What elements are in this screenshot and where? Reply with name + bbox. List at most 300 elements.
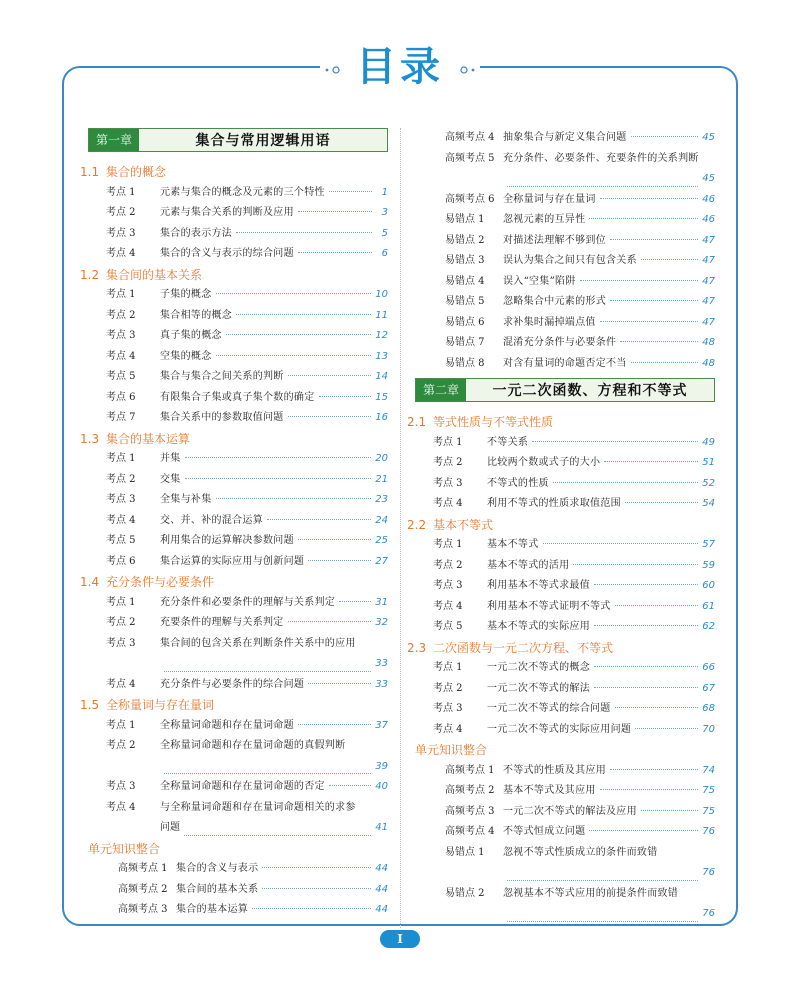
entry-page: 14 [375,371,388,382]
dot-leader [543,543,699,544]
dot-leader [236,314,371,315]
section-number: 1.2 [80,267,100,282]
entry-label: 易错点 7 [445,337,485,348]
entry-page: 20 [375,453,388,464]
entry-label: 考点 1 [106,596,136,608]
entry-title: 忽视不等式性质成立的条件而致错 [503,846,658,858]
toc-entry[interactable] [415,761,715,782]
section-heading[interactable] [80,695,388,716]
toc-entry[interactable] [88,716,388,737]
toc-left-column [80,128,388,921]
section-heading[interactable] [80,429,388,450]
toc-entry[interactable] [415,231,715,252]
toc-entry[interactable] [88,449,388,470]
dot-leader [507,860,698,881]
section-heading[interactable] [80,162,388,183]
entry-label: 高频考点 5 [445,152,495,164]
entry-label: 考点 1 [433,539,463,550]
entry-page: 66 [702,662,715,673]
dot-leader [298,252,372,253]
entry-label: 考点 3 [433,703,463,714]
toc-entry[interactable] [88,244,388,265]
entry-title: 求补集时漏掉端点值 [503,316,596,328]
toc-entry-continuation[interactable] [415,904,715,925]
dot-leader [553,482,698,483]
entry-title: 忽略集合中元素的形式 [503,296,606,307]
toc-entry[interactable] [415,494,715,515]
chapter-title: 一元二次函数、方程和不等式 [492,383,688,399]
section-heading[interactable] [407,412,715,433]
entry-page: 45 [702,173,715,184]
dot-leader [298,724,371,725]
toc-entry[interactable] [88,326,388,347]
entry-label: 考点 2 [106,740,136,751]
toc-entry[interactable] [415,617,715,638]
dot-leader [615,707,699,708]
entry-page: 27 [375,555,388,567]
entry-title: 利用不等式的性质求取值范围 [487,498,621,509]
section-title: 充分条件与必要条件 [106,575,215,589]
dot-leader [615,605,699,606]
entry-label: 考点 4 [433,723,463,735]
section-title: 等式性质与不等式性质 [433,415,554,429]
entry-page: 33 [375,658,388,669]
entry-label: 考点 5 [106,535,136,546]
toc-entry[interactable] [415,251,715,272]
toc-entry[interactable] [88,367,388,388]
right-title-ornament-icon [458,66,478,74]
entry-label: 考点 1 [433,436,463,448]
toc-entry[interactable] [88,777,388,798]
toc-entry[interactable] [88,306,388,327]
dot-leader [329,785,371,786]
dot-leader [216,498,372,499]
dot-leader [600,198,699,199]
dot-leader [610,239,698,240]
entry-page: 31 [375,596,388,608]
entry-label: 考点 4 [106,248,136,259]
dot-leader [288,416,372,417]
entry-page: 75 [702,785,715,796]
dot-leader [580,280,699,281]
dot-leader [589,830,698,831]
entry-title: 利用基本不等式证明不等式 [487,600,611,612]
entry-label: 考点 3 [106,330,136,341]
dot-leader [631,136,699,137]
entry-label: 考点 4 [106,350,136,362]
entry-title: 与全称量词命题和存在量词命题相关的求参 [160,801,356,813]
entry-label: 考点 1 [106,289,136,300]
entry-title: 全集与补集 [160,494,212,505]
entry-label: 考点 4 [433,600,463,612]
dot-leader [288,375,372,376]
entry-title: 误认为集合之间只有包含关系 [503,255,637,266]
entry-title: 不等式恒成立问题 [503,826,586,837]
entry-label: 易错点 6 [445,316,485,328]
dot-leader [308,560,371,561]
section-number: 2.1 [407,415,427,429]
section-heading[interactable] [80,265,388,286]
section-heading[interactable] [80,572,388,593]
entry-title: 混淆充分条件与必要条件 [503,337,617,348]
entry-title: 交集 [160,473,181,485]
entry-page: 48 [702,337,715,348]
entry-page: 47 [702,255,715,266]
section-title: 集合间的基本关系 [106,267,203,282]
toc-entry-continuation[interactable] [415,169,715,190]
entry-label: 考点 2 [433,682,463,694]
toc-entry[interactable] [415,272,715,293]
entry-label: 高频考点 4 [445,826,495,837]
entry-title: 对含有量词的命题否定不当 [503,357,627,369]
entry-label: 考点 4 [433,498,463,509]
entry-title-continued: 问题 [160,822,180,833]
entry-label: 考点 3 [106,637,136,649]
entry-page: 40 [375,781,388,792]
entry-title: 对描述法理解不够到位 [503,234,606,246]
entry-title: 基本不等式 [487,539,539,550]
toc-entry-continuation[interactable] [88,757,388,778]
dot-leader [631,362,699,363]
entry-label: 考点 2 [106,207,136,218]
entry-page: 45 [702,132,715,143]
entry-label: 高频考点 3 [118,904,168,915]
page-number-badge [380,930,420,948]
dot-leader [507,901,698,922]
entry-page: 52 [702,477,715,489]
entry-title: 有限集合子集或真子集个数的确定 [160,391,315,403]
entry-label: 高频考点 2 [445,785,495,796]
entry-title: 集合与集合之间关系的判断 [160,371,284,382]
entry-title: 一元二次不等式的实际应用问题 [487,723,632,735]
entry-title: 基本不等式及其应用 [503,785,596,796]
entry-page: 48 [702,357,715,369]
entry-page: 33 [375,678,388,690]
entry-page: 37 [375,719,388,731]
entry-title: 误入“空集”陷阱 [503,275,576,287]
toc-entry[interactable] [415,354,715,375]
dot-leader [594,666,698,667]
toc-entry[interactable] [88,552,388,573]
entry-label: 考点 2 [106,473,136,485]
section-title: 单元知识整合 [415,743,488,757]
entry-label: 易错点 2 [445,234,485,246]
dot-leader [329,191,372,192]
entry-page: 70 [702,723,715,735]
entry-title: 空集的概念 [160,350,212,362]
entry-page: 54 [702,498,715,509]
toc-entry[interactable] [415,658,715,679]
entry-title: 充分条件、必要条件、充要条件的关系判断 [503,152,699,164]
entry-title: 一元二次不等式的概念 [487,662,590,673]
left-title-ornament-icon [322,66,342,74]
toc-entry[interactable] [415,699,715,720]
dot-leader [641,810,698,811]
entry-title: 全称量词与存在量词 [503,193,596,205]
entry-page: 47 [702,296,715,307]
toc-entry[interactable] [88,900,388,921]
dot-leader [164,651,371,672]
entry-page: 74 [702,764,715,776]
entry-page: 13 [375,350,388,362]
toc-entry[interactable] [88,347,388,368]
entry-label: 考点 3 [433,580,463,591]
dot-leader [267,519,371,520]
toc-entry[interactable] [88,408,388,429]
dot-leader [604,461,698,462]
entry-label: 考点 4 [106,514,136,526]
dot-leader [507,166,698,187]
dot-leader [262,867,371,868]
entry-page: 49 [702,436,715,448]
entry-title: 忽视基本不等式应用的前提条件而致错 [503,887,679,899]
entry-label: 易错点 4 [445,275,485,287]
dot-leader [216,355,372,356]
entry-label: 易错点 8 [445,357,485,369]
entry-page: 3 [381,207,388,218]
toc-entry[interactable] [415,474,715,495]
toc-entry[interactable] [415,313,715,334]
entry-page: 44 [375,904,388,915]
dot-leader [641,259,698,260]
toc-entry[interactable] [415,453,715,474]
entry-label: 易错点 5 [445,296,485,307]
toc-entry[interactable] [88,490,388,511]
toc-entry[interactable] [415,720,715,741]
entry-label: 考点 2 [106,309,136,321]
entry-title: 集合相等的概念 [160,309,233,321]
toc-entry[interactable] [415,190,715,211]
entry-label: 考点 4 [106,801,136,813]
entry-page: 41 [375,822,388,833]
entry-page: 75 [702,805,715,817]
entry-page: 47 [702,275,715,287]
column-divider [400,128,401,928]
toc-entry[interactable] [415,576,715,597]
entry-title: 不等式的性质及其应用 [503,764,606,776]
toc-entry[interactable] [88,613,388,634]
entry-title: 元素与集合的概念及元素的三个特性 [160,186,325,198]
dot-leader [635,728,698,729]
entry-label: 高频考点 3 [445,805,495,817]
toc-entry[interactable] [415,128,715,149]
entry-page: 46 [702,193,715,205]
toc-entry-continuation[interactable] [415,863,715,884]
toc-entry[interactable] [415,292,715,313]
title-area [320,42,480,92]
entry-label: 考点 1 [106,453,136,464]
toc-entry[interactable] [88,203,388,224]
dot-leader [184,815,371,836]
toc-entry[interactable] [88,388,388,409]
page-title: 目录 [356,44,444,90]
toc-entry[interactable] [415,210,715,231]
entry-title: 忽视元素的互异性 [503,214,586,225]
entry-page: 68 [702,703,715,714]
dot-leader [594,625,698,626]
toc-entry[interactable] [88,531,388,552]
toc-entry[interactable] [415,781,715,802]
entry-title: 子集的概念 [160,289,212,300]
entry-page: 1 [381,186,388,198]
toc-entry[interactable] [415,597,715,618]
entry-page: 23 [375,494,388,505]
entry-title: 集合运算的实际应用与创新问题 [160,555,305,567]
toc-entry[interactable] [415,535,715,556]
entry-label: 高频考点 2 [118,883,168,895]
toc-entry-continuation[interactable] [88,818,388,839]
section-title: 集合的基本运算 [106,431,191,446]
entry-page: 5 [381,227,388,239]
entry-page: 15 [375,391,388,403]
entry-label: 考点 1 [433,662,463,673]
toc-entry[interactable] [415,679,715,700]
chapter-tag: 第一章 [89,129,139,151]
dot-leader [262,888,371,889]
entry-title: 集合关系中的参数取值问题 [160,412,284,423]
section-title: 集合的概念 [106,165,167,179]
toc-entry[interactable] [415,822,715,843]
toc-entry[interactable] [88,593,388,614]
entry-label: 考点 3 [106,781,136,792]
entry-label: 高频考点 4 [445,132,495,143]
entry-title: 集合间的基本关系 [176,883,259,895]
entry-page: 46 [702,214,715,225]
entry-page: 59 [702,559,715,571]
entry-title: 全称量词命题和存在量词命题的真假判断 [160,740,346,751]
entry-title: 全称量词命题和存在量词命题 [160,719,294,731]
toc-entry[interactable] [88,224,388,245]
entry-page: 76 [702,908,715,919]
section-title: 二次函数与一元二次方程、不等式 [433,640,614,655]
entry-label: 考点 1 [106,186,136,198]
entry-title: 真子集的概念 [160,330,222,341]
toc-entry[interactable] [88,880,388,901]
section-heading[interactable] [415,740,715,761]
entry-page: 47 [702,234,715,246]
entry-page: 10 [375,289,388,300]
entry-title: 元素与集合关系的判断及应用 [160,207,294,218]
entry-page: 11 [375,309,388,321]
entry-page: 67 [702,682,715,694]
section-title: 基本不等式 [433,517,494,532]
entry-title: 充分条件和必要条件的理解与关系判定 [160,596,336,608]
toc-entry[interactable] [415,433,715,454]
entry-label: 考点 4 [106,678,136,690]
toc-entry[interactable] [88,470,388,491]
dot-leader [589,218,698,219]
entry-page: 39 [375,760,388,772]
chapter-heading[interactable] [88,128,388,152]
dot-leader [298,211,372,212]
entry-page: 6 [381,248,388,259]
entry-page: 62 [702,621,715,632]
toc-entry[interactable] [88,511,388,532]
entry-page: 57 [702,539,715,550]
toc-entry[interactable] [88,285,388,306]
toc-entry[interactable] [88,859,388,880]
entry-title: 全称量词命题和存在量词命题的否定 [160,781,325,792]
toc-entry[interactable] [88,183,388,204]
dot-leader [594,584,698,585]
toc-right-column [407,128,715,925]
section-number: 2.3 [407,640,427,655]
entry-page: 51 [702,457,715,468]
section-number: 1.1 [80,165,100,179]
entry-title: 充要条件的理解与关系判定 [160,617,284,628]
toc-entry[interactable] [88,675,388,696]
entry-title: 利用基本不等式求最值 [487,580,590,591]
chapter-title: 集合与常用逻辑用语 [195,133,331,149]
dot-leader [164,754,371,775]
dot-leader [226,334,371,335]
entry-title: 不等式的性质 [487,477,549,489]
entry-label: 考点 5 [106,371,136,382]
toc-entry-continuation[interactable] [88,654,388,675]
entry-page: 76 [702,867,715,878]
section-heading[interactable] [88,839,388,860]
entry-page: 21 [375,473,388,485]
entry-page: 24 [375,514,388,526]
section-title: 单元知识整合 [88,841,161,856]
entry-title: 集合的表示方法 [160,227,233,239]
dot-leader [308,683,371,684]
entry-page: 25 [375,535,388,546]
entry-page: 61 [702,600,715,612]
entry-page: 12 [375,330,388,341]
chapter-tag: 第二章 [416,379,466,401]
toc-entry[interactable] [415,333,715,354]
dot-leader [610,300,698,301]
dot-leader [610,769,698,770]
entry-label: 高频考点 1 [118,863,168,874]
dot-leader [339,601,371,602]
toc-entry[interactable] [415,802,715,823]
entry-title: 基本不等式的实际应用 [487,621,590,632]
section-number: 1.5 [80,698,100,712]
entry-title: 集合的基本运算 [176,904,249,915]
entry-label: 高频考点 6 [445,193,495,205]
entry-page: 32 [375,617,388,628]
entry-title: 集合的含义与表示 [176,863,259,874]
entry-page: 44 [375,863,388,874]
chapter-heading[interactable] [415,378,715,402]
dot-leader [216,293,372,294]
entry-page: 47 [702,316,715,328]
dot-leader [532,441,698,442]
toc-entry[interactable] [415,556,715,577]
section-number: 1.3 [80,431,100,446]
entry-title: 交、并、补的混合运算 [160,514,263,526]
entry-label: 考点 1 [106,719,136,731]
entry-label: 考点 3 [106,494,136,505]
entry-title: 比较两个数或式子的大小 [487,457,601,468]
entry-title: 集合的含义与表示的综合问题 [160,248,294,259]
entry-title: 一元二次不等式的解法 [487,682,590,694]
entry-label: 易错点 3 [445,255,485,266]
entry-title: 集合间的包含关系在判断条件关系中的应用 [160,637,356,649]
section-heading[interactable] [407,638,715,659]
dot-leader [600,789,699,790]
entry-title: 一元二次不等式的综合问题 [487,703,611,714]
entry-label: 考点 2 [433,457,463,468]
dot-leader [600,321,699,322]
page-number: I [397,932,403,946]
entry-page: 44 [375,883,388,895]
dot-leader [288,621,372,622]
section-heading[interactable] [407,515,715,536]
entry-label: 考点 6 [106,555,136,567]
